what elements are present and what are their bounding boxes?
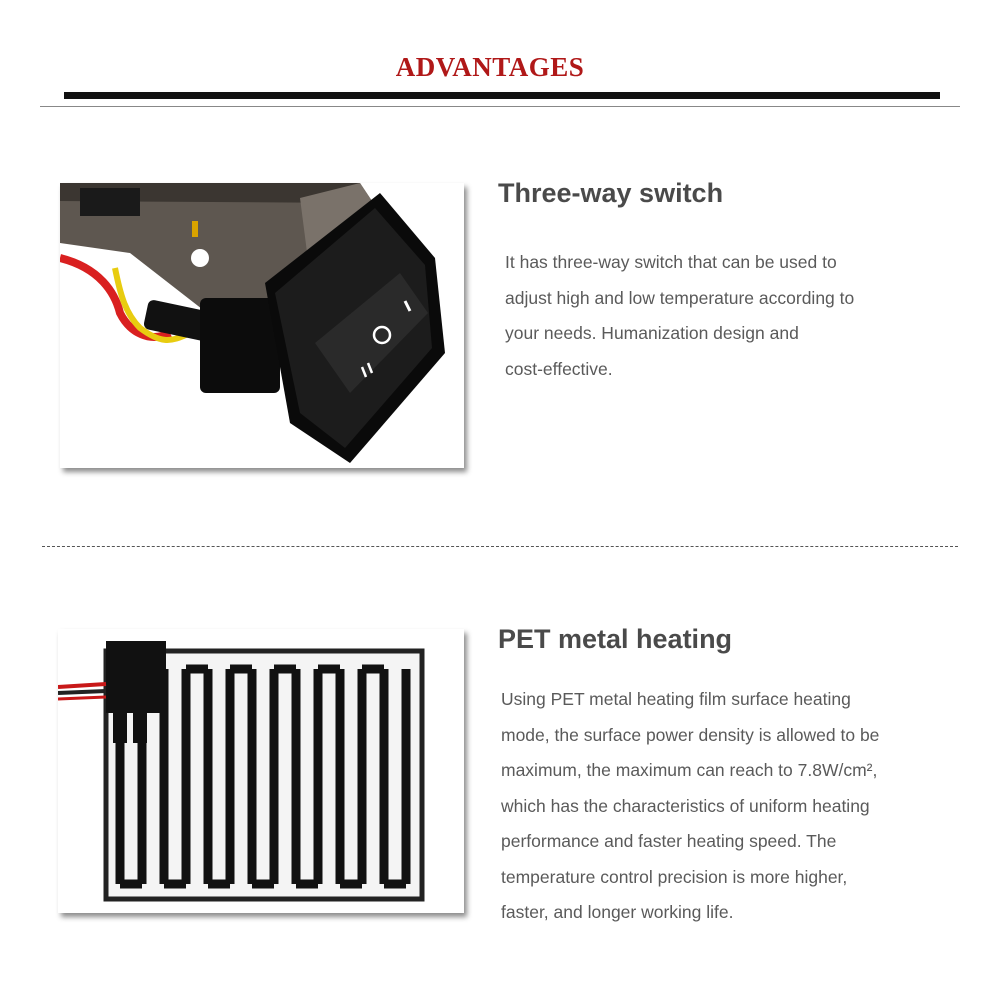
- body-line: performance and faster heating speed. The: [501, 831, 837, 851]
- body-line: maximum, the maximum can reach to 7.8W/cm²,: [501, 760, 878, 780]
- section-divider: [42, 546, 958, 547]
- body-line: Using PET metal heating film surface heating: [501, 689, 851, 709]
- body-line: It has three-way switch that can be used to: [505, 252, 837, 272]
- header-title: ADVANTAGES: [395, 52, 585, 82]
- body-line: cost-effective.: [505, 358, 613, 379]
- header-thick-bar: [64, 92, 940, 99]
- body-line: faster, and longer working life.: [501, 902, 734, 922]
- body-line: adjust high and low temperature according to: [505, 287, 855, 308]
- section-title: Three-way switch: [498, 178, 724, 208]
- header-thin-rule: [40, 106, 960, 107]
- body-line: your needs. Humanization design and: [505, 323, 799, 343]
- section-title: PET metal heating: [498, 624, 733, 654]
- section-body: [505, 245, 854, 387]
- heating-film-image: [58, 629, 464, 913]
- body-line: which has the characteristics of uniform heating: [501, 795, 870, 816]
- section-body: [501, 682, 879, 931]
- body-line: temperature control precision is more higher,: [501, 866, 848, 887]
- body-line: mode, the surface power density is allowed to be: [501, 724, 880, 745]
- rocker-switch-image: [60, 183, 464, 468]
